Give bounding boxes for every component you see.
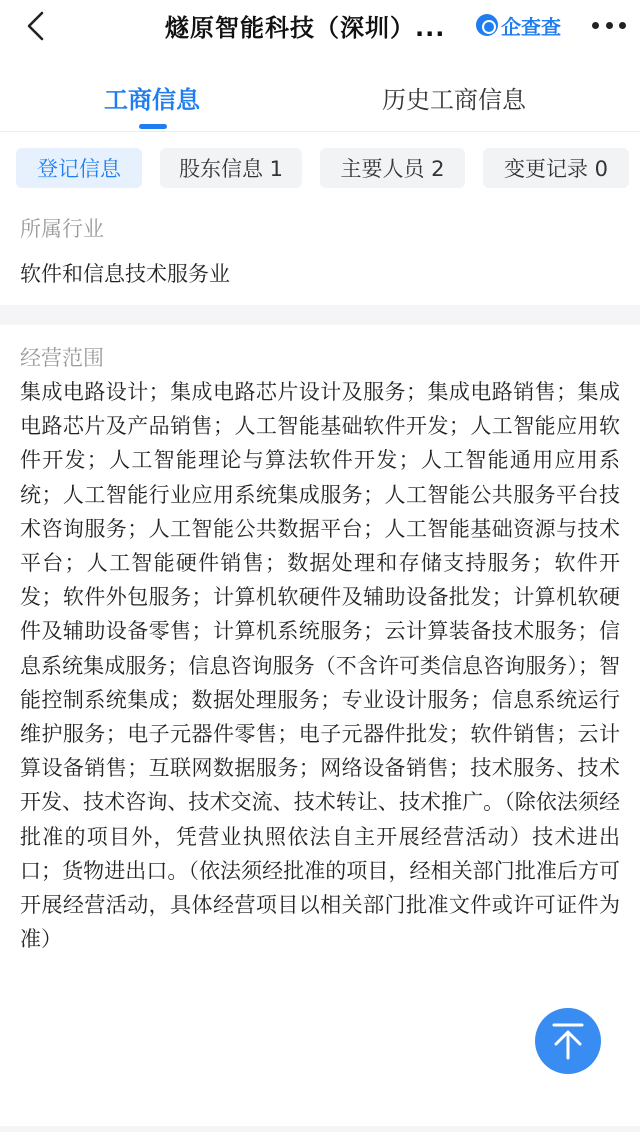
brand-badge bbox=[476, 13, 561, 37]
scope-label: 经营范围 bbox=[20, 346, 104, 370]
arrow-up-icon bbox=[535, 1008, 601, 1074]
scope-value: 集成电路设计；集成电路芯片设计及服务；集成电路销售；集成电路芯片及产品销售；人工智能基础软件开发；人工智能应用软件开发；人工智能理论与算法软件开发；人工智能通用应用系统；人工智能行业应用系统集成服务；人工智能公共服务平台技术咨询服务；人工智能公共数据平台；人工智能基础资源与技术平台；人工智能硬件销售；数据处理和存储支持服务；软件开发；软件外包服务；计算机软硬件及辅助设备批发；计算机软硬件及辅助设备零售；计算机系统服务；云计算装备技术服务；信息系统集成服务；信息咨询服务（不含许可类信息咨询服务）；智能控制系统集成；数据处理服务；专业设计服务；信息系统运行维护服务；电子元器件零售；电子元器件批发；软件销售；云计算设备销售；互联网数据服务；网络设备销售；技术服务、技术开发、技术咨询、技术交流、技术转让、技术推广。（除依法须经批准的项目外，凭营业执照依法自主开展经营活动）技术进出口；货物进出口。（依法须经批准的项目，经相关部门批准后方可开展经营活动，具体经营项目以相关部门批准文件或许可证件为准） bbox=[20, 380, 620, 952]
sub-tabs bbox=[0, 140, 640, 196]
more-dots-icon[interactable] bbox=[592, 22, 626, 30]
chip-registration-info[interactable]: 登记信息 bbox=[16, 148, 142, 188]
section-divider bbox=[0, 305, 640, 325]
bottom-divider bbox=[0, 1126, 640, 1132]
back-arrow-icon[interactable] bbox=[20, 10, 52, 42]
chip-key-personnel[interactable]: 主要人员 2 bbox=[320, 148, 465, 188]
brand-logo-icon bbox=[476, 14, 498, 36]
chip-shareholder-info[interactable]: 股东信息 1 bbox=[160, 148, 302, 188]
tab-history-business-info[interactable]: 历史工商信息 bbox=[382, 86, 526, 114]
industry-label: 所属行业 bbox=[20, 217, 104, 241]
scroll-top-button[interactable] bbox=[535, 1008, 601, 1074]
brand-name: 企查查 bbox=[501, 14, 561, 39]
main-tabs bbox=[0, 52, 640, 132]
chip-change-records[interactable]: 变更记录 0 bbox=[483, 148, 629, 188]
page-title: 燧原智能科技（深圳）... bbox=[165, 14, 446, 42]
top-bar bbox=[0, 0, 640, 52]
tab-business-info[interactable]: 工商信息 bbox=[104, 86, 200, 114]
industry-value: 软件和信息技术服务业 bbox=[20, 262, 230, 286]
active-tab-indicator bbox=[139, 124, 167, 129]
